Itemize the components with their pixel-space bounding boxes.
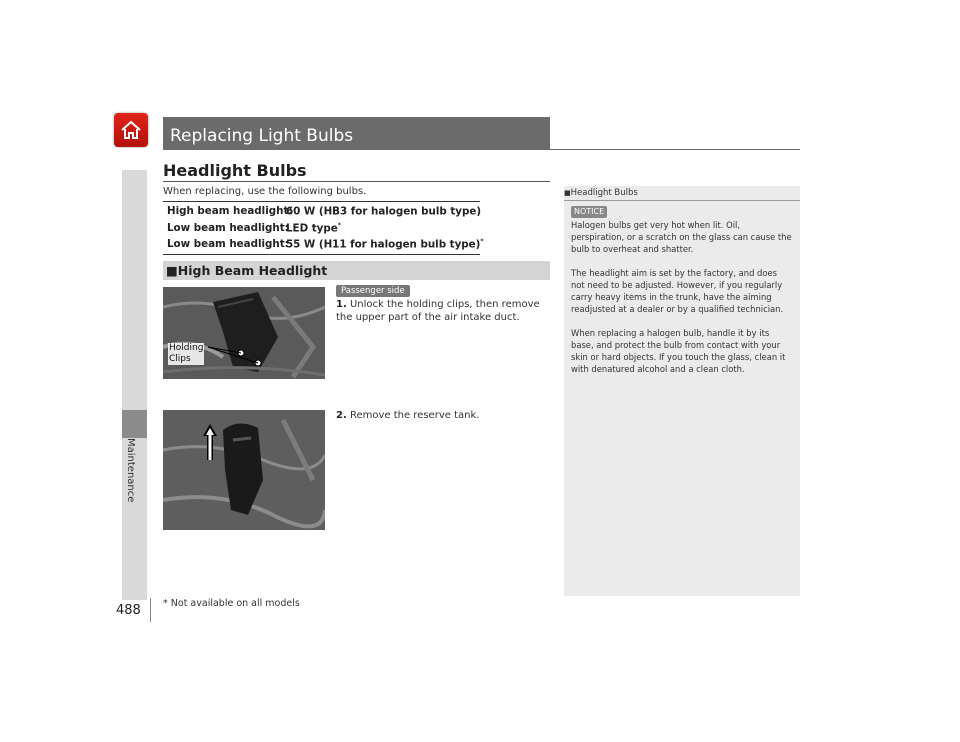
step-2 <box>336 409 551 422</box>
home-button[interactable] <box>114 113 148 147</box>
bulb-row-value: 55 W (H11 for halogen bulb type)* <box>286 238 484 251</box>
bulb-row-value: LED type* <box>286 222 341 235</box>
side-tab-active[interactable] <box>122 410 147 438</box>
step-number: 2. <box>336 410 347 421</box>
note-paragraph: Halogen bulbs get very hot when lit. Oil, perspiration, or a scratch on the glass can cause the bulb to overheat and shatter. <box>571 220 792 255</box>
section-title: Headlight Bulbs <box>163 161 307 180</box>
footnote: * Not available on all models <box>163 598 300 609</box>
bulb-row-value: 60 W (HB3 for halogen bulb type) <box>286 205 482 218</box>
note-paragraph: The headlight aim is set by the factory, and does not need to be adjusted. However, if you regularly carry heavy items in the trunk, have the aiming readjusted at a dealer or by a qualified technician. <box>571 268 784 315</box>
step-number: 1. <box>336 299 347 310</box>
step-text: Remove the reserve tank. <box>349 410 480 421</box>
home-icon <box>119 118 143 142</box>
note-paragraph: When replacing a halogen bulb, handle it by its base, and protect the bulb from contact with your skin or hard objects. If you touch the glass, clean it with denatured alcohol and a clean cloth. <box>571 328 786 375</box>
notice-badge: NOTICE <box>571 206 607 218</box>
note-ref-icon: ■ <box>564 189 571 197</box>
bulb-row-label: Low beam headlight: <box>167 222 289 234</box>
side-tab-strip <box>122 170 147 410</box>
step-text: Unlock the holding clips, then remove the upper part of the air intake duct. <box>336 299 540 323</box>
callout-line: Holding <box>169 343 204 353</box>
passenger-side-badge: Passenger side <box>336 285 410 297</box>
page-number: 488 <box>116 603 141 618</box>
bulb-row-label: Low beam headlight: <box>167 238 289 250</box>
title-rule <box>550 149 800 150</box>
side-tab-label: Maintenance <box>125 438 136 503</box>
engine-photo-1 <box>163 287 325 379</box>
holding-clips-label <box>168 343 204 365</box>
bulb-table <box>163 201 484 255</box>
note-heading-rule <box>564 200 800 201</box>
callout-line: Clips <box>169 354 191 364</box>
note-heading: ■Headlight Bulbs <box>564 188 638 198</box>
section-rule <box>163 181 550 182</box>
engine-photo-2 <box>163 410 325 530</box>
bulb-row-label: High beam headlight: <box>167 205 293 217</box>
section-intro: When replacing, use the following bulbs. <box>163 186 367 197</box>
chapter-title: Replacing Light Bulbs <box>170 126 354 146</box>
subsection-title: ■High Beam Headlight <box>166 263 328 278</box>
page-number-rule <box>150 598 151 622</box>
step-1 <box>336 298 551 324</box>
